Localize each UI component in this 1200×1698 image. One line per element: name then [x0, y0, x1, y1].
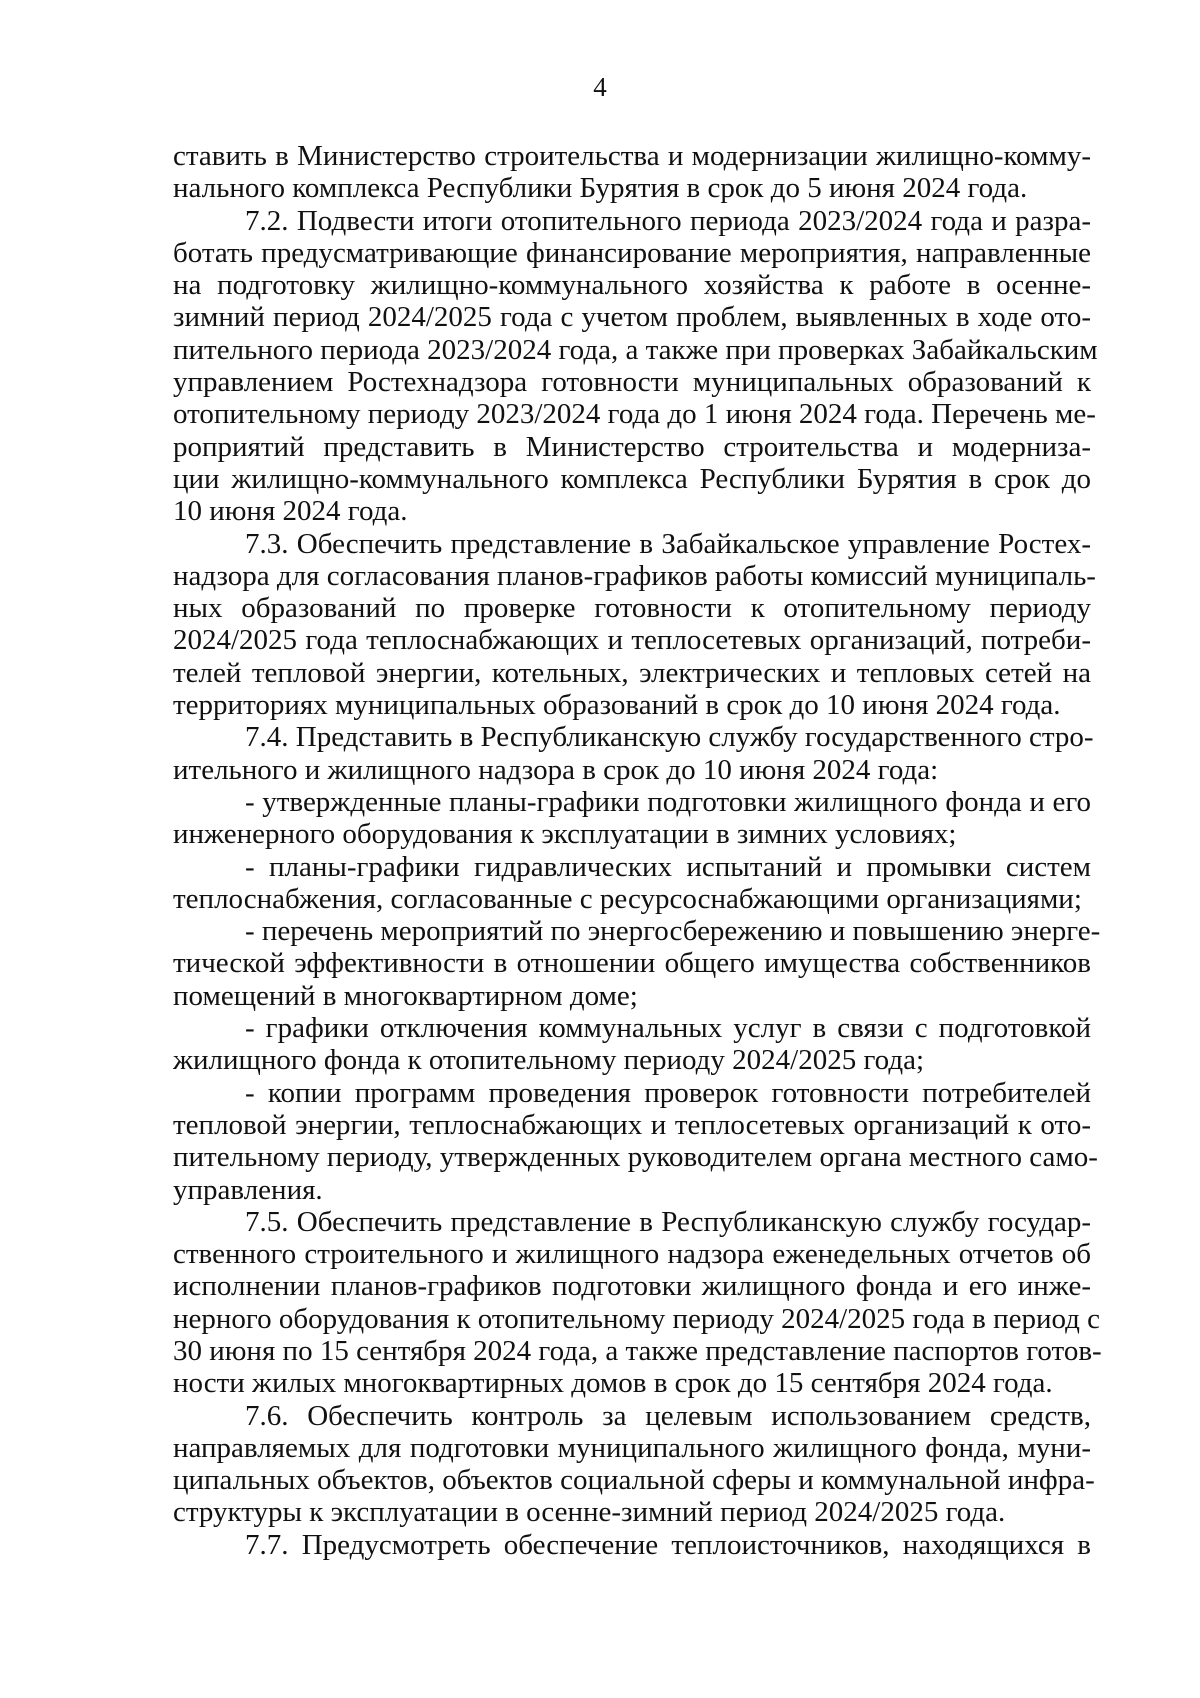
text-line: ставить в Министерство строительства и модернизации жилищно-комму- [173, 140, 1091, 172]
text-line: ности жилых многоквартирных домов в срок до 15 сентября 2024 года. [173, 1367, 1053, 1400]
text-line: тической эффективности в отношении общего имущества собственников [173, 947, 1091, 980]
text-line: - перечень мероприятий по энергосбережению и повышению энерге- [245, 915, 1101, 948]
text-line: 30 июня по 15 сентября 2024 года, а также представление паспортов готов- [173, 1334, 1102, 1367]
text-line: - планы-графики гидравлических испытаний и промывки систем [245, 850, 1091, 883]
text-line: телей тепловой энергии, котельных, электрических и тепловых сетей на [173, 656, 1091, 689]
text-line: 2024/2025 года теплоснабжающих и теплосетевых организаций, потреби- [173, 624, 1091, 657]
text-line: 7.7. Предусмотреть обеспечение теплоисточников, находящихся в [245, 1528, 1091, 1561]
text-line: инженерного оборудования к эксплуатации в зимних условиях; [173, 818, 957, 851]
text-line: на подготовку жилищно-коммунального хозяйства к работе в осенне- [173, 269, 1091, 302]
text-line: 7.5. Обеспечить представление в Республиканскую службу государ- [245, 1205, 1091, 1238]
text-line: надзора для согласования планов-графиков работы комиссий муниципаль- [173, 559, 1096, 592]
text-line: зимний период 2024/2025 года с учетом проблем, выявленных в ходе ото- [173, 301, 1091, 334]
text-line: - графики отключения коммунальных услуг в связи с подготовкой [245, 1012, 1091, 1045]
text-line: ных образований по проверке готовности к отопительному периоду [173, 592, 1091, 625]
text-line: жилищного фонда к отопительному периоду 2024/2025 года; [173, 1044, 925, 1077]
text-line: ципальных объектов, объектов социальной сферы и коммунальной инфра- [173, 1464, 1095, 1497]
text-line: 10 июня 2024 года. [173, 495, 408, 528]
text-line: - копии программ проведения проверок готовности потребителей [245, 1076, 1091, 1109]
text-line: 7.4. Представить в Республиканскую службу государственного стро- [245, 721, 1094, 754]
text-line: 7.3. Обеспечить представление в Забайкальское управление Ростех- [245, 527, 1091, 560]
text-line: управлением Ростехнадзора готовности муниципальных образований к [173, 366, 1091, 399]
text-line: пительного периода 2023/2024 года, а также при проверках Забайкальским [173, 333, 1098, 366]
text-line: ственного строительного и жилищного надзора еженедельных отчетов об [173, 1238, 1091, 1271]
text-line: управления. [173, 1173, 323, 1206]
text-line: - утвержденные планы-графики подготовки жилищного фонда и его [245, 785, 1091, 818]
text-line: 7.2. Подвести итоги отопительного периода 2023/2024 года и разра- [245, 204, 1091, 237]
text-line: ительного и жилищного надзора в срок до 10 июня 2024 года: [173, 753, 939, 786]
page-number: 4 [593, 72, 607, 102]
text-line: помещений в многоквартирном доме; [173, 979, 638, 1012]
text-line: исполнении планов-графиков подготовки жилищного фонда и его инже- [173, 1270, 1091, 1303]
text-line: теплоснабжения, согласованные с ресурсоснабжающими организациями; [173, 882, 1082, 915]
text-line: структуры к эксплуатации в осенне-зимний период 2024/2025 года. [173, 1496, 1006, 1529]
text-line: отопительному периоду 2023/2024 года до 1 июня 2024 года. Перечень ме- [173, 398, 1096, 431]
text-line: 7.6. Обеспечить контроль за целевым использованием средств, [245, 1399, 1091, 1432]
text-line: ботать предусматривающие финансирование мероприятия, направленные [173, 236, 1091, 269]
text-line: роприятий представить в Министерство строительства и модерниза- [173, 430, 1091, 463]
text-line: ции жилищно-коммунального комплекса Республики Бурятия в срок до [173, 462, 1091, 495]
text-line: нального комплекса Республики Бурятия в срок до 5 июня 2024 года. [173, 172, 1028, 205]
document-body [173, 140, 1102, 1561]
text-line: пительному периоду, утвержденных руководителем органа местного само- [173, 1141, 1098, 1174]
text-line: направляемых для подготовки муниципального жилищного фонда, муни- [173, 1431, 1091, 1464]
text-line: нерного оборудования к отопительному периоду 2024/2025 года в период с [173, 1302, 1101, 1335]
text-line: тепловой энергии, теплоснабжающих и теплосетевых организаций к ото- [173, 1108, 1091, 1141]
text-line: территориях муниципальных образований в срок до 10 июня 2024 года. [173, 689, 1061, 722]
